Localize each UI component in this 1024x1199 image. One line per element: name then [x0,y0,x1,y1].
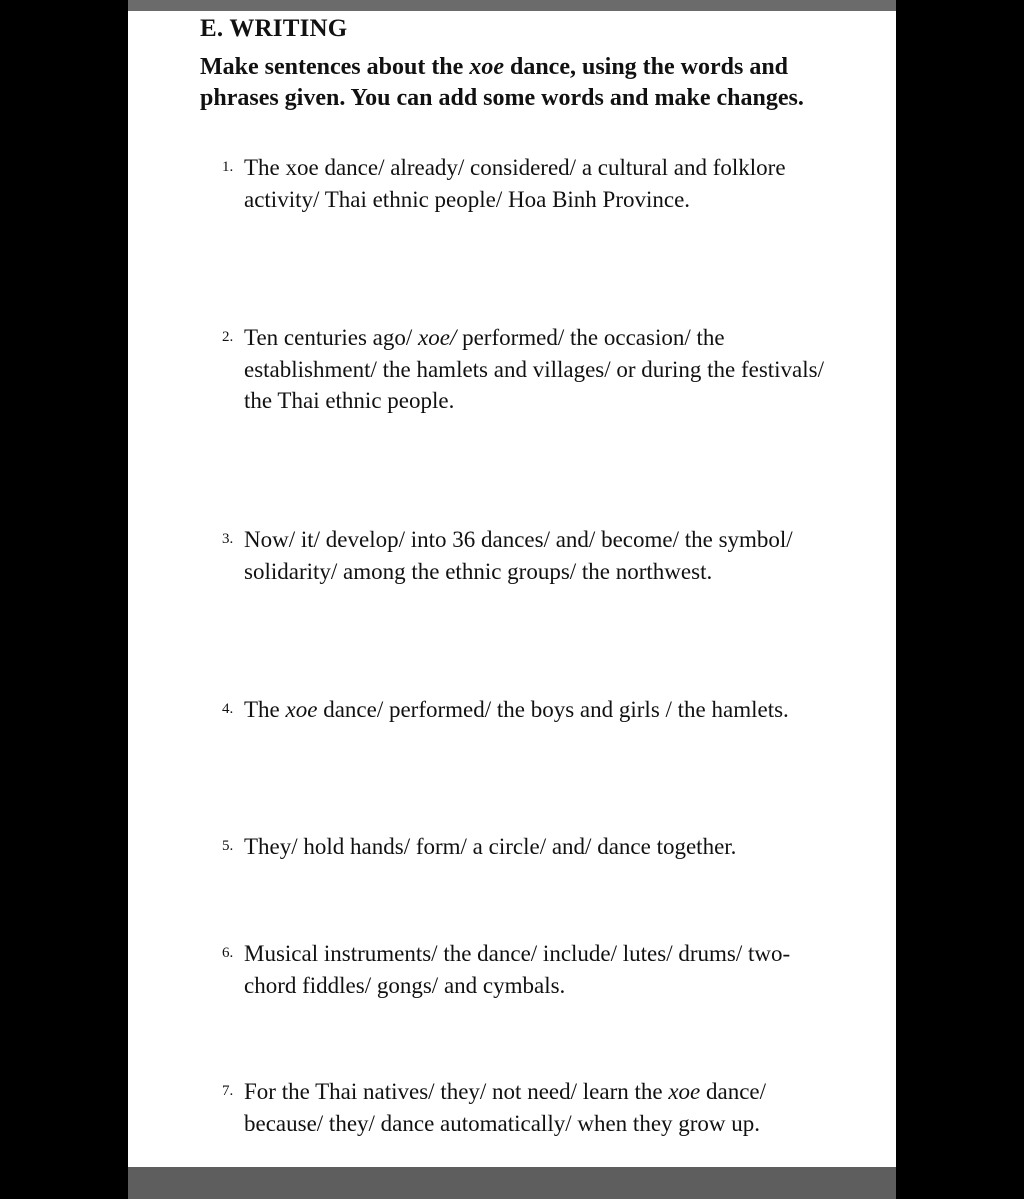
top-bar [128,0,896,11]
exercise-item-7 [222,1076,834,1139]
item-text-pre: For the Thai natives/ they/ not need/ learn the [244,1079,669,1104]
item-number: 2. [222,329,234,345]
bottom-bar [128,1167,896,1199]
item-number: 1. [222,159,234,175]
item-number: 6. [222,945,234,961]
exercise-item-5 [222,831,834,863]
item-text-pre: Musical instruments/ the dance/ include/ lutes/ drums/ two-chord fiddles/ gongs/ and cymbals. [244,941,791,998]
item-text-post: performed/ the occasion/ the establishment/ the hamlets and villages/ or during the festivals/ the Thai ethnic people. [244,325,824,413]
exercise-item-1 [222,152,834,215]
instruction-text [200,52,830,114]
worksheet-page [128,11,896,1167]
exercise-item-4 [222,694,834,726]
item-text-post: dance/ because/ they/ dance automatically/ when they grow up. [244,1079,767,1136]
item-number: 4. [222,701,234,717]
instruction-after: dance, using the words and phrases given. You can add some words and make changes. [200,54,804,111]
exercise-item-2 [222,322,834,417]
exercise-item-6 [222,938,834,1001]
item-text-em: xoe [285,697,318,722]
exercise-item-3 [222,524,834,587]
item-number: 5. [222,838,234,854]
item-text-em: xoe/ [418,325,457,350]
item-text-pre: The [244,697,286,722]
instruction-before: Make sentences about the [200,54,470,80]
item-text-pre: Now/ it/ develop/ into 36 dances/ and/ become/ the symbol/ solidarity/ among the ethnic groups/ the northwest. [244,527,793,584]
item-number: 7. [222,1083,234,1099]
item-text-em: xoe [668,1079,701,1104]
instruction-em: xoe [469,54,504,80]
item-text-pre: Ten centuries ago/ [244,325,419,350]
item-text-post: dance/ performed/ the boys and girls / the hamlets. [317,697,789,722]
item-text-pre: They/ hold hands/ form/ a circle/ and/ dance together. [244,834,737,859]
item-number: 3. [222,531,234,547]
section-title: E. WRITING [200,15,348,42]
item-text-pre: The xoe dance/ already/ considered/ a cultural and folklore activity/ Thai ethnic people/ Hoa Binh Province. [244,155,786,212]
